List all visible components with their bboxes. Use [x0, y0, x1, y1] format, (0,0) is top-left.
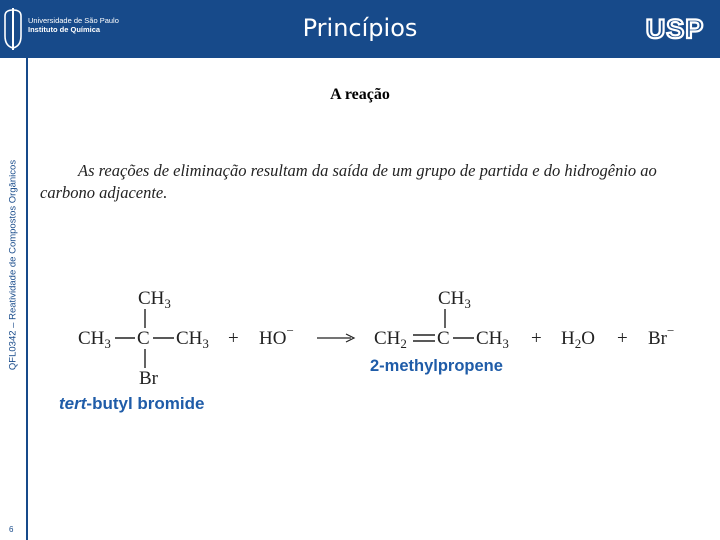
reactant-top-methyl: $CH_3$ [138, 288, 171, 311]
water-molecule: $H_2O$ [561, 328, 595, 351]
usp-logo-text: USP [646, 14, 704, 42]
course-label: QFL0342 – Reatividade de Compostos Orgânicos [7, 159, 19, 371]
section-subtitle: A reação [330, 86, 390, 103]
reactant-left-methyl: $CH_3$ [78, 328, 111, 351]
reactant-right-methyl: $CH_3$ [176, 328, 209, 351]
reactant-bromine: Br [139, 368, 158, 389]
product-name: 2-methylpropene [370, 357, 503, 375]
bromide-ion: Br− [648, 323, 675, 349]
slide-title: Princípios [302, 14, 418, 42]
hydroxide-ion: HO− [259, 323, 294, 349]
plus-sign-3: + [617, 328, 628, 349]
reactant-central-carbon: C [137, 328, 150, 349]
product-right-methyl: $CH_3$ [476, 328, 509, 351]
reaction-arrow [317, 334, 354, 342]
plus-sign-1: + [228, 328, 239, 349]
reactant-name: tert-butyl bromide [59, 394, 205, 413]
product-top-methyl: $CH_3$ [438, 288, 471, 311]
institute-name: Instituto de Química [28, 25, 101, 34]
body-paragraph: As reações de eliminação resultam da saída de um grupo de partida e do hidrogênio ao carbono adjacente. [40, 161, 657, 202]
university-name: Universidade de São Paulo [28, 16, 119, 25]
product-methylene: $CH_2$ [374, 328, 407, 351]
product-central-carbon: C [437, 328, 450, 349]
plus-sign-2: + [531, 328, 542, 349]
page-number: 6 [9, 525, 14, 534]
